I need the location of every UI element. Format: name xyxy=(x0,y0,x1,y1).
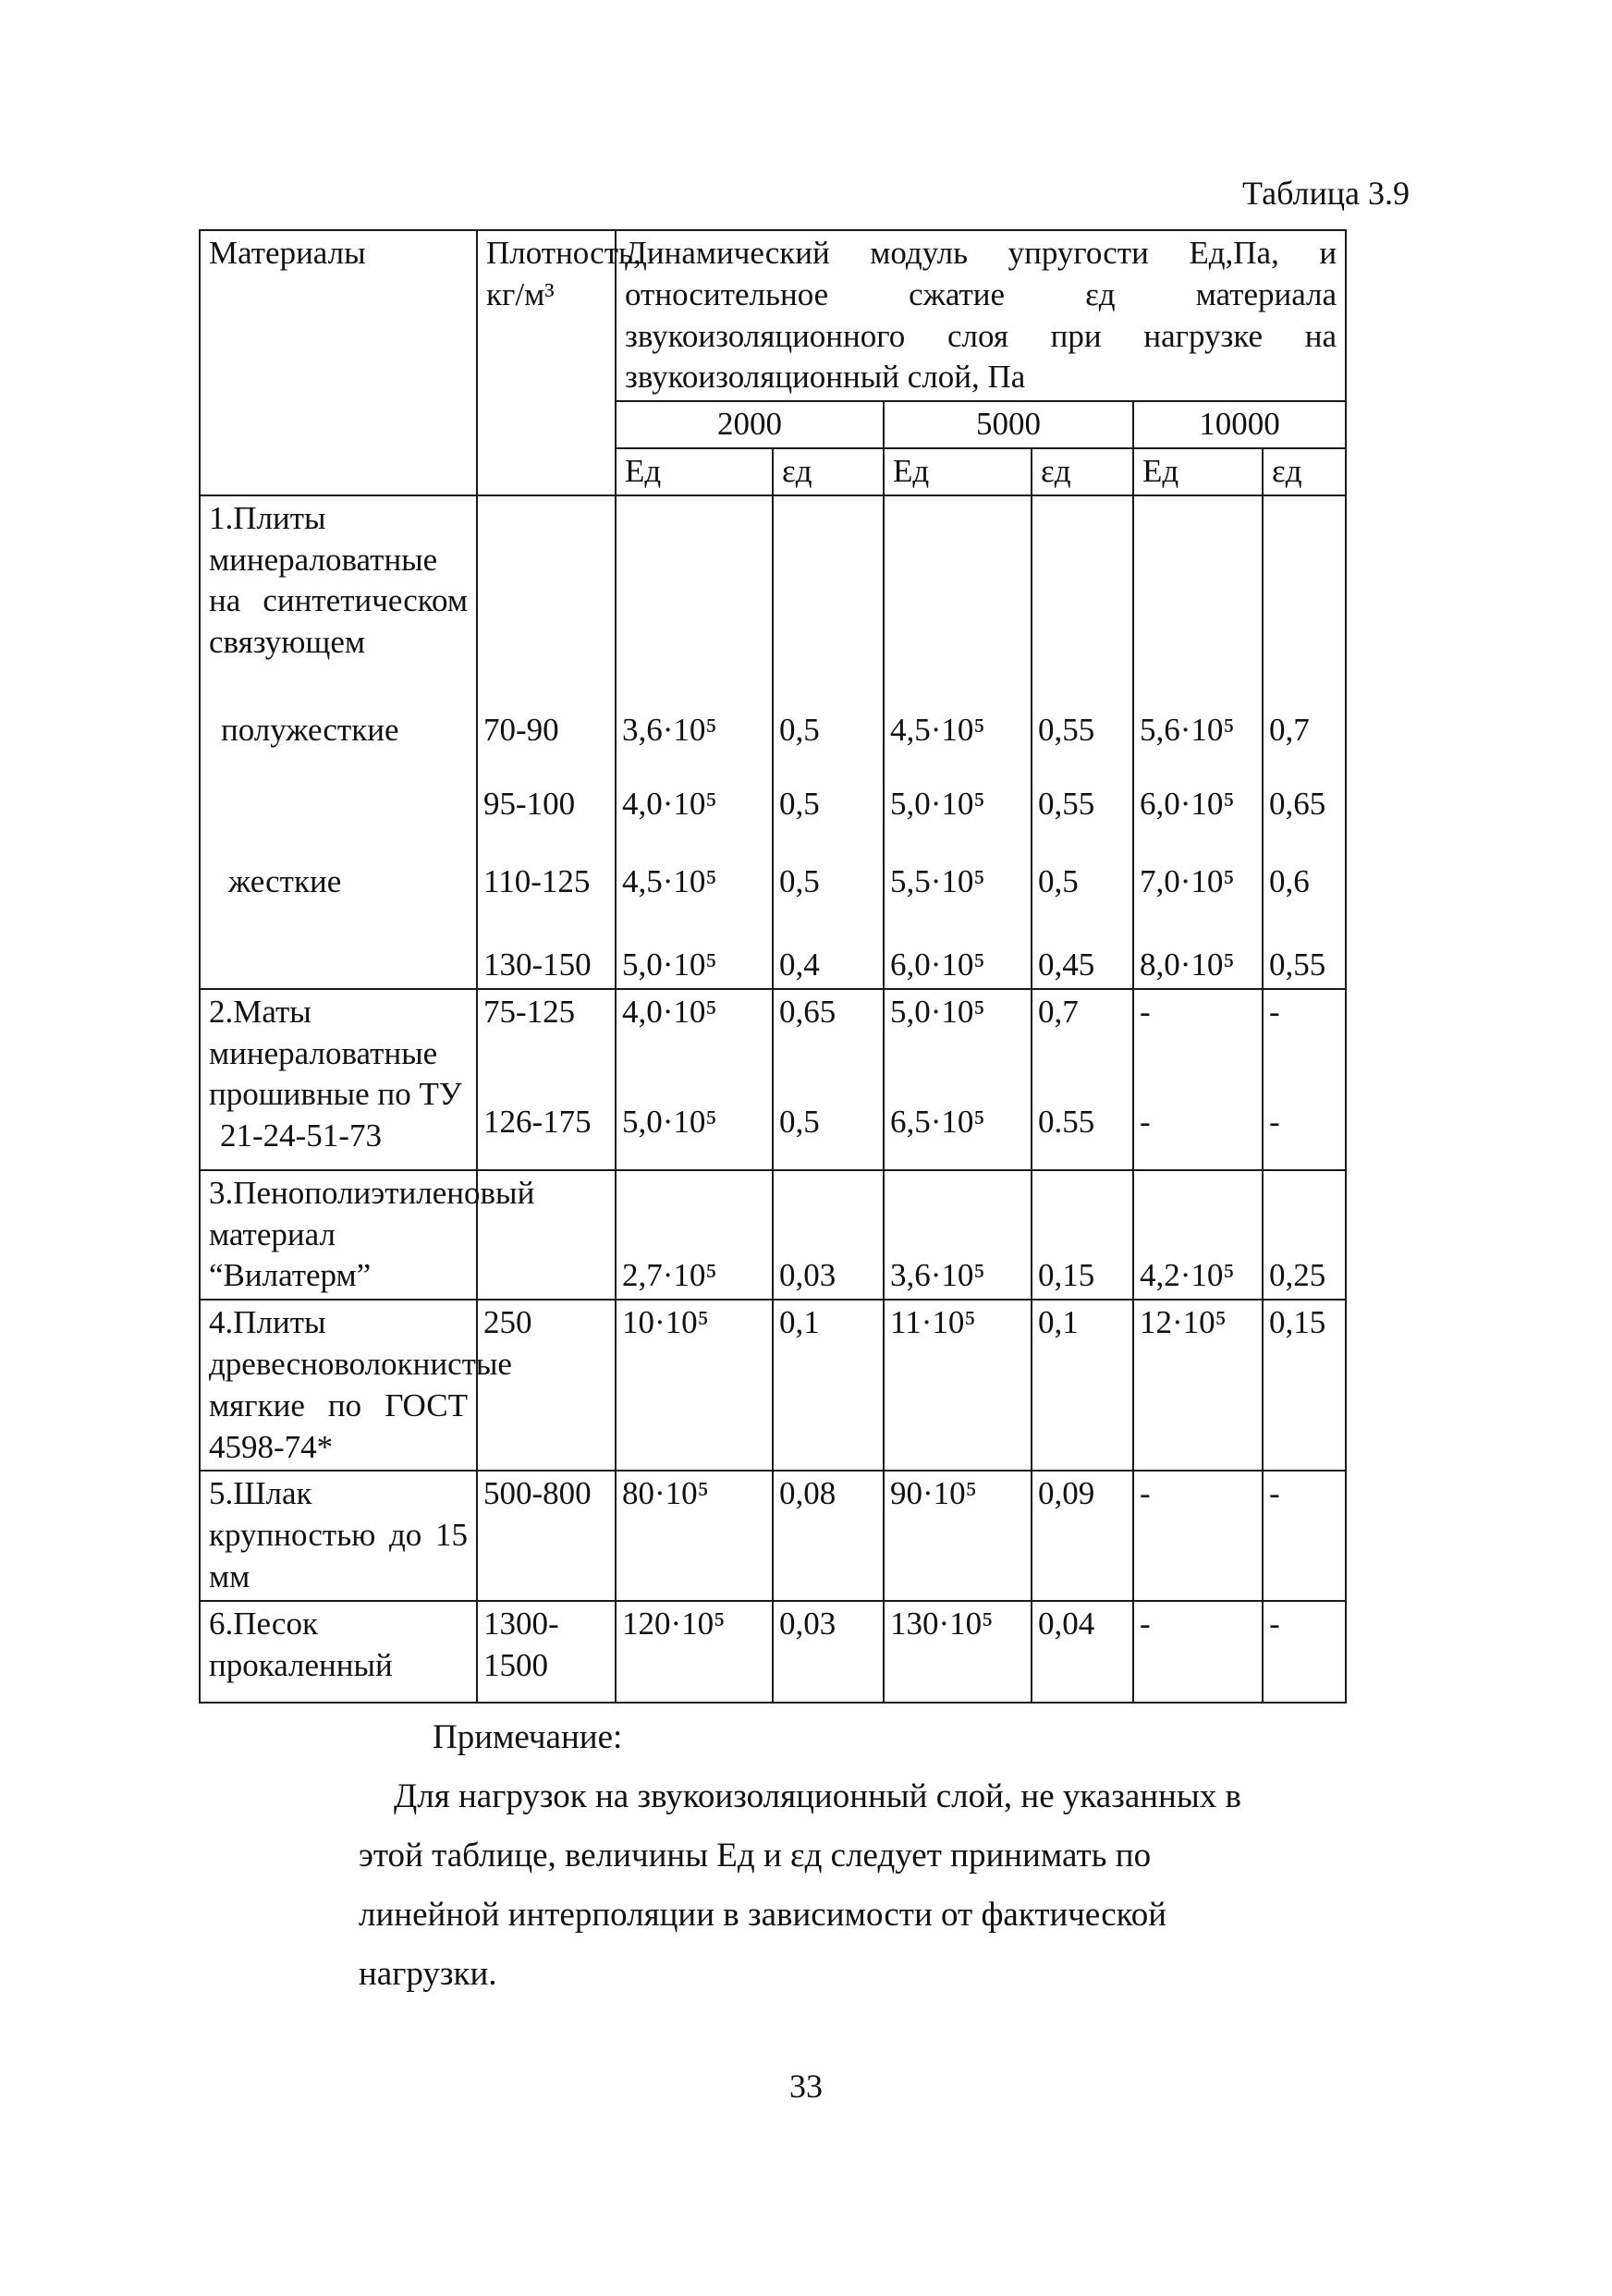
e-value: 5,0·10⁵ xyxy=(884,989,1032,1100)
eps-value: 0,7 xyxy=(1032,989,1133,1100)
e-value: 5,0·10⁵ xyxy=(884,782,1032,860)
density-cell: 95-100 xyxy=(477,782,616,860)
group-name: 3.Пенополиэтиленовый материал “Вилатерм” xyxy=(200,1170,477,1300)
e-value: - xyxy=(1133,1471,1263,1600)
e-value: 4,2·10⁵ xyxy=(1133,1170,1263,1300)
header-e: Ед xyxy=(884,448,1032,495)
header-density: Плотность, кг/м³ xyxy=(477,230,616,495)
materials-table xyxy=(199,229,1347,1704)
e-value: 3,6·10⁵ xyxy=(884,1170,1032,1300)
eps-value: 0,1 xyxy=(773,1300,884,1471)
page-number: 33 xyxy=(789,2068,823,2105)
eps-value: 0,55 xyxy=(1032,708,1133,782)
eps-value: 0,45 xyxy=(1032,934,1133,989)
eps-value: 0,55 xyxy=(1032,782,1133,860)
group-name: 5.Шлак крупностью до 15 мм xyxy=(200,1471,477,1600)
e-value: 90·10⁵ xyxy=(884,1471,1032,1600)
e-value: 5,6·10⁵ xyxy=(1133,708,1263,782)
table-row xyxy=(200,860,1346,934)
table-row xyxy=(200,934,1346,989)
e-value: 4,5·10⁵ xyxy=(884,708,1032,782)
e-value: 3,6·10⁵ xyxy=(616,708,773,782)
e-value: 5,0·10⁵ xyxy=(616,934,773,989)
eps-value: 0,5 xyxy=(773,708,884,782)
group-name: 6.Песок прокаленный xyxy=(200,1601,477,1703)
eps-value: 0,5 xyxy=(1032,860,1133,934)
eps-value: 0,25 xyxy=(1263,1170,1346,1300)
header-e: Ед xyxy=(616,448,773,495)
e-value: 120·10⁵ xyxy=(616,1601,773,1703)
table-row xyxy=(200,1170,1346,1300)
eps-value: 0,03 xyxy=(773,1170,884,1300)
eps-value: - xyxy=(1263,1601,1346,1703)
eps-value: 0,1 xyxy=(1032,1300,1133,1471)
density-cell: 126-175 xyxy=(477,1100,616,1170)
eps-value: 0,6 xyxy=(1263,860,1346,934)
e-value: 4,0·10⁵ xyxy=(616,782,773,860)
eps-value: 0,15 xyxy=(1263,1300,1346,1471)
eps-value: 0,65 xyxy=(773,989,884,1100)
density-cell: 500-800 xyxy=(477,1471,616,1600)
eps-value: 0,65 xyxy=(1263,782,1346,860)
table-row xyxy=(200,1601,1346,1703)
density-cell: 130-150 xyxy=(477,934,616,989)
row-label: жесткие xyxy=(200,860,477,934)
density-cell: 110-125 xyxy=(477,860,616,934)
e-value: 130·10⁵ xyxy=(884,1601,1032,1703)
group-name: 1.Плиты минераловатные на синтетическом связующем xyxy=(200,495,477,708)
eps-value: 0.55 xyxy=(1032,1100,1133,1170)
eps-value: - xyxy=(1263,989,1346,1100)
eps-value: 0,5 xyxy=(773,782,884,860)
e-value: 7,0·10⁵ xyxy=(1133,860,1263,934)
header-e: Ед xyxy=(1133,448,1263,495)
e-value: - xyxy=(1133,989,1263,1100)
density-cell: 1300-1500 xyxy=(477,1601,616,1703)
eps-value: - xyxy=(1263,1100,1346,1170)
eps-value: 0,09 xyxy=(1032,1471,1133,1600)
note-text: Для нагрузок на звукоизоляционный слой, не указанных в этой таблице, величины Ед и εд следует принимать по линейной интерполяции в зависимости от фактической нагрузки. xyxy=(359,1777,1241,1993)
table-row xyxy=(200,1471,1346,1600)
e-value: 2,7·10⁵ xyxy=(616,1170,773,1300)
group-code: 21-24-51-73 xyxy=(220,1117,382,1154)
e-value: 80·10⁵ xyxy=(616,1471,773,1600)
density-cell: 250 xyxy=(477,1300,616,1471)
table-row xyxy=(200,989,1346,1100)
eps-value: 0,04 xyxy=(1032,1601,1133,1703)
eps-value: 0,4 xyxy=(773,934,884,989)
eps-value: 0,7 xyxy=(1263,708,1346,782)
header-load-5000: 5000 xyxy=(884,401,1133,448)
density-cell: 70-90 xyxy=(477,708,616,782)
e-value: 6,0·10⁵ xyxy=(884,934,1032,989)
e-value: 8,0·10⁵ xyxy=(1133,934,1263,989)
table-row xyxy=(200,782,1346,860)
e-value: 12·10⁵ xyxy=(1133,1300,1263,1471)
eps-value: 0,08 xyxy=(773,1471,884,1600)
e-value: 11·10⁵ xyxy=(884,1300,1032,1471)
table-row xyxy=(200,495,1346,708)
row-label xyxy=(200,934,477,989)
e-value: 6,5·10⁵ xyxy=(884,1100,1032,1170)
e-value: 5,0·10⁵ xyxy=(616,1100,773,1170)
eps-value: 0,5 xyxy=(773,1100,884,1170)
header-eps: εд xyxy=(773,448,884,495)
row-label: полужесткие xyxy=(200,708,477,782)
header-load-10000: 10000 xyxy=(1133,401,1346,448)
table-caption: Таблица 3.9 xyxy=(1242,175,1410,212)
table-row xyxy=(200,1300,1346,1471)
eps-value: - xyxy=(1263,1471,1346,1600)
e-value: 4,5·10⁵ xyxy=(616,860,773,934)
e-value: - xyxy=(1133,1601,1263,1703)
note-title: Примечание: xyxy=(433,1718,623,1756)
header-load-2000: 2000 xyxy=(616,401,884,448)
header-modulus: Динамический модуль упругости Ед,Па, и относительное сжатие εд материала звукоизоляционного слоя при нагрузке на звукоизоляционный слой, Па xyxy=(616,230,1346,401)
header-material: Материалы xyxy=(200,230,477,495)
e-value: 6,0·10⁵ xyxy=(1133,782,1263,860)
row-label xyxy=(200,782,477,860)
eps-value: 0,15 xyxy=(1032,1170,1133,1300)
header-eps: εд xyxy=(1263,448,1346,495)
eps-value: 0,55 xyxy=(1263,934,1346,989)
density-cell: 75-125 xyxy=(477,989,616,1100)
e-value: - xyxy=(1133,1100,1263,1170)
e-value: 4,0·10⁵ xyxy=(616,989,773,1100)
header-eps: εд xyxy=(1032,448,1133,495)
eps-value: 0,03 xyxy=(773,1601,884,1703)
eps-value: 0,5 xyxy=(773,860,884,934)
table-row xyxy=(200,708,1346,782)
group-name: 2.Маты минераловатные прошивные по ТУ 21-24-51-73 xyxy=(200,989,477,1170)
e-value: 5,5·10⁵ xyxy=(884,860,1032,934)
e-value: 10·10⁵ xyxy=(616,1300,773,1471)
group-name: 4.Плиты древесноволокнистые мягкие по ГОСТ 4598-74* xyxy=(200,1300,477,1471)
